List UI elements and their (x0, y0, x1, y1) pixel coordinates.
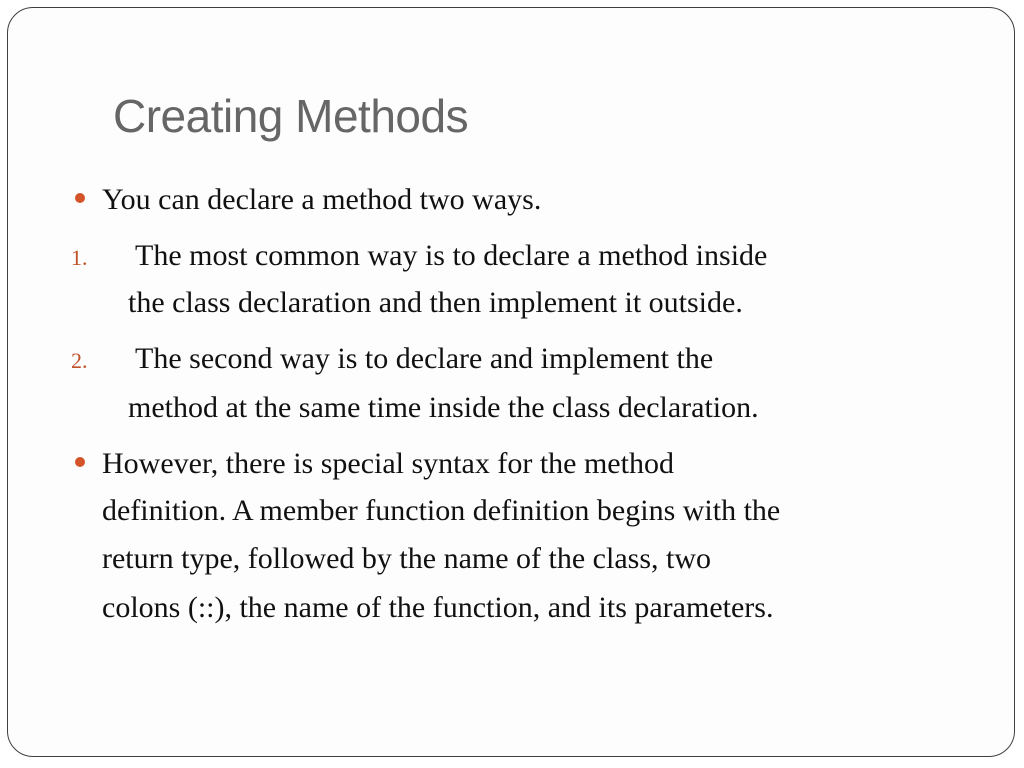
list-number: 1. (71, 245, 88, 270)
bullet-line: You can declare a method two ways. (102, 183, 542, 216)
numbered-line: The second way is to declare and implement the (135, 342, 714, 375)
bullet-line: colons (::), the name of the function, and its parameters. (102, 591, 774, 624)
list-number: 2. (71, 348, 88, 373)
bullet-line: However, there is special syntax for the method (102, 447, 674, 480)
numbered-line: method at the same time inside the class declaration. (128, 391, 759, 424)
numbered-line: the class declaration and then implement it outside. (128, 286, 743, 319)
slide-title: Creating Methods (113, 90, 469, 142)
bullet-dot (75, 193, 85, 203)
bullet-line: definition. A member function definition begins with the (102, 494, 781, 527)
bullet-dot (75, 457, 85, 467)
bullet-line: return type, followed by the name of the class, two (102, 542, 711, 575)
numbered-line: The most common way is to declare a method inside (135, 239, 768, 272)
